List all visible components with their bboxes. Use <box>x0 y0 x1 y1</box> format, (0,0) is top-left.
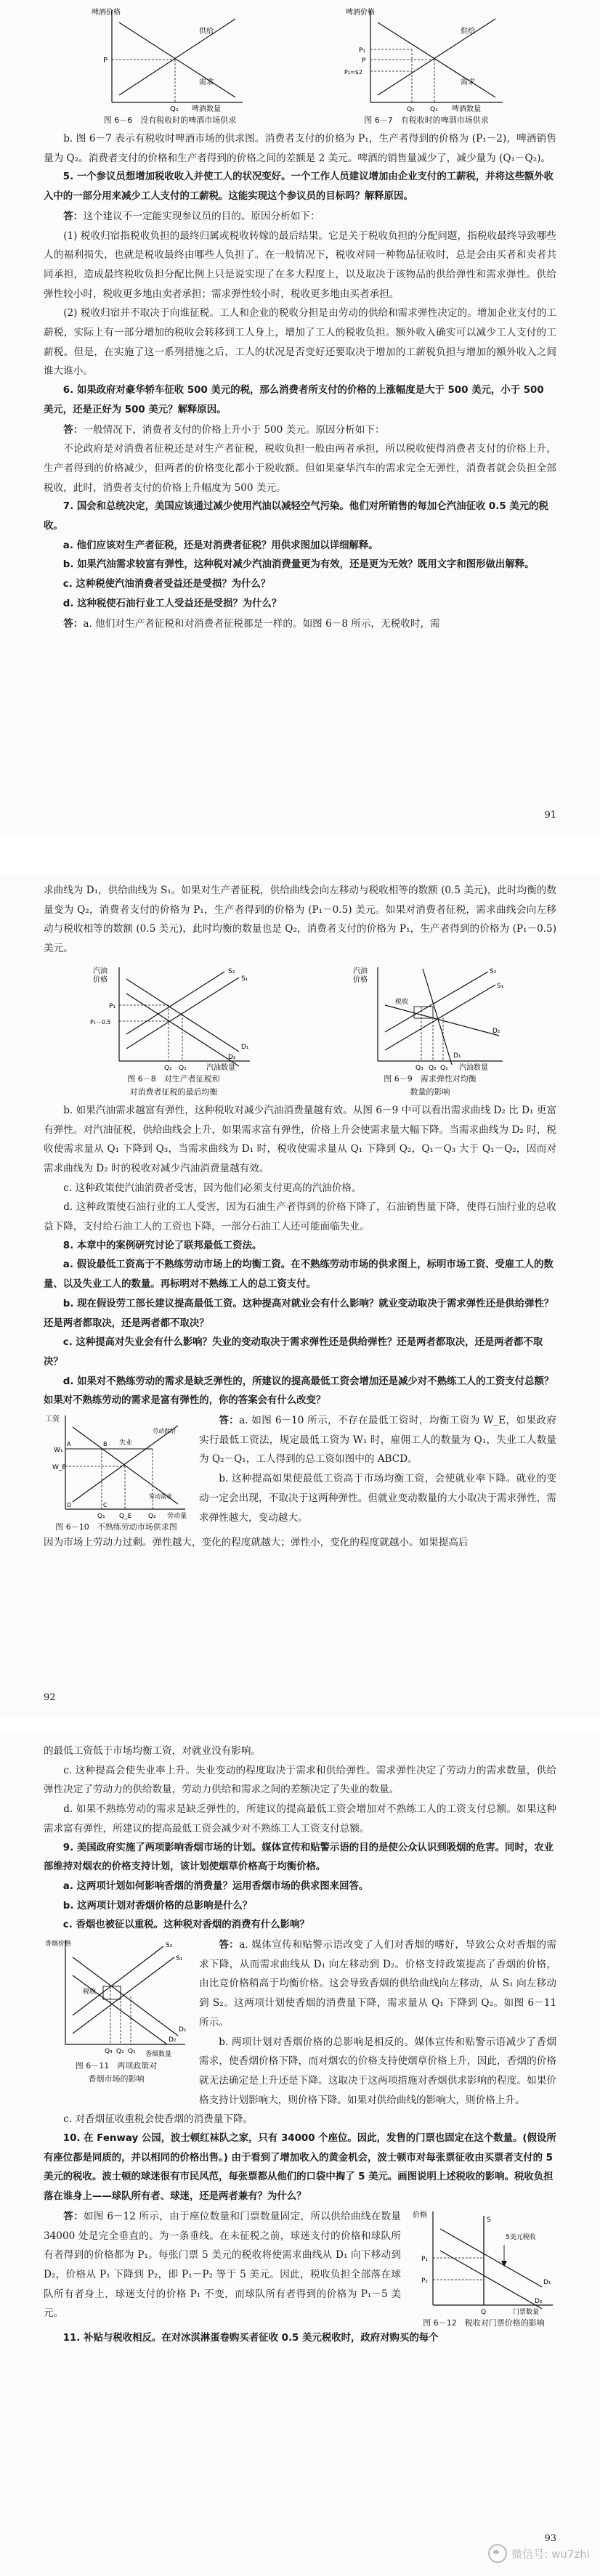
question-text <box>44 1295 556 1333</box>
figure-6-10-caption: 图 6－10 不熟练劳动市场供求图 <box>55 1522 177 1532</box>
answer-label: 答： <box>63 617 84 630</box>
p2-label: P₂ <box>421 2277 429 2285</box>
figure-6-11-chart <box>44 1935 189 2059</box>
demand-label: 需求 <box>199 78 214 86</box>
paragraph-body: 5. 一个参议员想增加税收收入并使工人的状况变好。一个工作人员建议增加由企业支付的工薪税，并将这些额外收入中的一部分用来减少工人支付的工薪税。这能实现这个参议员的目标吗？解释原因。 <box>44 171 554 203</box>
paragraph-body: a. 他们对生产者征税和对消费者征税都是一样的。如图 6－8 所示，无税收时，需 <box>83 617 440 630</box>
page-number: 92 <box>44 1692 56 1703</box>
answer-text <box>44 304 556 381</box>
demand-label: 劳动需求 <box>149 1493 172 1500</box>
point-c: C <box>103 1502 108 1509</box>
paragraph-body: d. 如果不熟练劳动的需求是缺乏弹性的，所建议的提高最低工资会增加对不熟练工人的工资支付总额。如果这种需求富有弹性，所建议的提高最低工资会减少对不熟练工人工资支付总额。 <box>44 1803 556 1835</box>
page-number: 93 <box>544 2533 556 2544</box>
paragraph-body: b. 这种提高如果使最低工资高于市场均衡工资，会使就业率下降。就业的变动一定会出现，不取决于这两种弹性。但就业变动数量的大小取决于需求弹性，需求弹性越大，变动越大。 <box>199 1473 556 1524</box>
tax-box <box>414 1007 433 1018</box>
page-91 <box>0 0 600 835</box>
page-92 <box>0 875 600 1718</box>
demand-d2 <box>126 994 239 1066</box>
y-axis-label-1: 汽油 <box>93 967 108 975</box>
paragraph-body: 11. 补贴与税收相反。在对冰淇淋蛋卷购买者征收 0.5 美元税收时，政府对购买的每个 <box>62 2332 439 2344</box>
paragraph-body: 不论政府是对消费者征税还是对生产者征税，税收负担一般由两者承担，所以税收使得消费者支付的价格上升，生产者得到的价格减少，但两者的价格变化都小于税收额。但如果豪华汽车的需求完全无弹性，消费者就会负担全部税收，此时，消费者支付的价格上升幅度为 500 美元。 <box>44 443 556 494</box>
answer-text <box>199 1935 556 2033</box>
paragraph-body: c. 香烟也被征以重税。这种税对香烟的消费有什么影响？ <box>62 1919 309 1931</box>
answer-text <box>199 2033 556 2110</box>
paragraph-body: 这个建议不一定能实现参议员的目的。原因分析如下： <box>83 210 320 222</box>
answer-text <box>44 2110 556 2129</box>
figure-6-10-chart <box>44 1411 189 1520</box>
paragraph-body: c. 这种提高对失业会有什么影响？失业的变动取决于需求弹性还是供给弹性？还是两者都取决，还是两者都不取决？ <box>44 1337 543 1368</box>
paragraph-body: c. 这种税使汽油消费者受益还是受损？为什么？ <box>62 579 271 590</box>
page-92-middle <box>44 1101 556 1411</box>
paragraph-body: 10. 在 Fenway 公园，波士顿红袜队之家，只有 34000 个座位。因此，发售的门票也固定在这个数量。(假设所有座位都是同质的，并以相同的价格出售。) 由于看到了增加收入的黄金机会，波士顿市对每张票征收由买票者支付的 5 美元的税收。波士顿的球迷很有市民风范，每张票都从他们的口袋中掏了 5 美元。画图说明上述税收的影响。税收负担落在谁身上——球队所有者、球迷，还是两者兼有？为什么？ <box>44 2133 556 2203</box>
eq-wage-label: W_E <box>52 1464 67 1472</box>
paragraph-body: 7. 国会和总统决定，美国应该通过减少使用汽油以减轻空气污染。他们对所销售的每加仑汽油征收 0.5 美元的税收。 <box>44 501 548 532</box>
question-text <box>44 1897 556 1917</box>
paragraph-body: b. 这两项计划对香烟价格的总影响是什么？ <box>62 1900 253 1911</box>
d2-label: D₂ <box>492 1027 500 1035</box>
answer-text <box>44 129 556 168</box>
paragraph-body: d. 这种政策使石油行业的工人受害，因为石油生产者得到的价格下降了，石油销售量下降，使得石油行业的总收益下降，支付给石油工人的工资也下降，一部分石油工人还可能面临失业。 <box>44 1201 556 1233</box>
y-axis-label: 啤酒价格 <box>92 9 121 17</box>
figure-6-11-text <box>199 1935 556 2110</box>
q2-label: Q₂ <box>164 1064 172 1072</box>
figure-row-6-8-6-9 <box>44 963 556 1098</box>
q2-label: Q₂ <box>429 1064 437 1072</box>
answer-label: 答： <box>63 423 84 436</box>
page-gap <box>0 1718 600 1734</box>
figure-6-12-block <box>44 2207 556 2329</box>
supply-s1 <box>385 985 495 1050</box>
paragraph-body: a. 如图 6－10 所示，不存在最低工资时，均衡工资为 W_E，如果政府实行最低工资法，规定最低工资为 W₁ 时，雇佣工人的数量为 Q₁，失业工人数量为 Q₂－Q₁，工人得到的总工资如图中的 ABCD。 <box>199 1415 556 1466</box>
answer-text <box>44 614 556 634</box>
min-wage-label: W₁ <box>54 1447 63 1455</box>
figure-6-11-caption-2: 香烟市场的影响 <box>88 2074 145 2084</box>
q1-label: Q₁ <box>97 1513 105 1521</box>
paragraph-body: b. 如果汽油需求较富有弹性，这种税对减少汽油消费量更为有效，还是更为无效？既用文字和图形做出解释。 <box>62 559 535 571</box>
answer-text <box>44 881 556 959</box>
question-text <box>44 595 556 614</box>
p-label: P <box>362 57 366 65</box>
supply-label: 供给 <box>199 28 214 36</box>
paragraph-body: 9. 美国政府实施了两项影响香烟市场的计划。媒体宣传和贴警示语的目的是使公众认识到吸烟的危害。同时，农业部维持对烟农的价格支持计划，该计划使烟草价格高于均衡价格。 <box>44 1842 554 1873</box>
figure-6-12-chart <box>411 2207 556 2316</box>
x-axis-label: 门票数量 <box>513 2308 540 2316</box>
s1-label: S₁ <box>497 982 504 990</box>
question-text <box>44 381 556 420</box>
answer-label: 答： <box>219 1939 240 1951</box>
paragraph-body: c. 对香烟征收重税会使香烟的消费量下降。 <box>63 2113 254 2126</box>
d2-label: D₂ <box>169 2036 177 2044</box>
paragraph-body: 6. 如果政府对豪华轿车征收 500 美元的税，那么消费者所支付的价格的上涨幅度是大于 500 美元，小于 500 美元，还是正好为 500 美元？解释原因。 <box>44 385 544 415</box>
supply-label: 供给 <box>461 28 475 36</box>
page-92-top <box>44 875 556 959</box>
question-text <box>44 2129 556 2207</box>
figure-6-6-chart <box>90 4 250 113</box>
figure-6-12-text <box>44 2207 401 2323</box>
figure-6-6 <box>90 4 250 126</box>
paragraph-body: a. 他们应该对生产者征税，还是对消费者征税？用供求图加以详细解释。 <box>62 540 378 551</box>
page-93-middle <box>44 2110 556 2207</box>
q1-label: Q₁ <box>179 1064 187 1072</box>
q2-label: Q₂ <box>407 106 415 113</box>
answer-text <box>44 1800 556 1838</box>
d1-label: D₁ <box>179 2026 187 2034</box>
paragraph-body: 因为市场上劳动力过剩。弹性越大，变化的程度就越大；弹性小，变化的程度就越小。如果提高后 <box>44 1537 469 1549</box>
figure-6-7-chart <box>343 4 510 113</box>
answer-label: 答： <box>63 2210 84 2222</box>
q3-label: Q₃ <box>415 1064 423 1072</box>
answer-text <box>44 2207 401 2323</box>
tax-label: 5美元税收 <box>506 2233 536 2241</box>
answer-text <box>44 1101 556 1179</box>
paragraph-body: b. 两项计划对香烟价格的总影响是相反的。媒体宣传和贴警示语减少了香烟需求，使香烟价格下降，而对烟农的价格支持使烟草价格上升，因此，香烟的价格就无法确定是上升还是下降。这取决于这两项措施对香烟供求影响的程度。如果价格支持计划影响大，则价格下降。如果对供给曲线的影响大，则价格上升。 <box>199 2036 556 2106</box>
paragraph-body: c. 这种提高会使失业率上升。失业变动的程度取决于需求和供给弹性。需求弹性决定了劳动力的需求数量，供给弹性决定了劳动力的供给数量，劳动力供给和需求之间的差额决定了失业的数量。 <box>44 1764 556 1796</box>
qe-label: Q_E <box>119 1513 132 1521</box>
question-text <box>44 497 556 536</box>
question-text <box>44 1373 556 1411</box>
figure-6-9 <box>350 963 510 1098</box>
question-text <box>44 575 556 595</box>
d1-label: D₁ <box>543 2278 551 2286</box>
paragraph-body: c. 这种政策使汽油消费者受害，因为他们必须支付更高的汽油价格。 <box>63 1182 362 1194</box>
figure-6-6-caption: 图 6－6 没有税收时的啤酒市场供求 <box>103 115 237 125</box>
x-axis-label: 汽油数量 <box>206 1063 235 1072</box>
question-text <box>44 1256 556 1294</box>
paragraph-body: d. 这种税使石油行业工人受益还是受损？为什么？ <box>62 598 282 609</box>
answer-text <box>44 1742 556 1761</box>
p2-label: P₂=$2 <box>344 69 362 76</box>
answer-label: 答： <box>219 1415 240 1427</box>
figure-6-10-block <box>44 1411 556 1533</box>
answer-label: 答： <box>63 210 84 222</box>
paragraph-body: (2) 税收归宿并不取决于向谁征税。工人和企业的税收分担是由劳动的供给和需求弹性决定的。增加企业支付的工薪税，实际上有一部分增加的税收会转移到工人身上，增加了工人的税收负担。额外收入确实可以减少工人支付的工薪税。但是，在实施了这一系列措施之后，工人的状况是否变好还要取决于增加的工薪税负担与增加的额外收入之间谁大谁小。 <box>44 307 556 378</box>
question-text <box>44 1333 556 1372</box>
figure-6-7 <box>343 4 510 126</box>
answer-text <box>44 420 556 440</box>
paragraph-body: 如图 6－12 所示，由于座位数量和门票数量固定，所以供给曲线在数量 34000 处是完全垂直的。为一条垂线。在未征税之前，球迷支付的价格和球队所有者得到的价格都为 P₁。每张门票 5 美元的税收将使需求曲线从 D₁ 向下移动到 D₂，价格从 P₁ 下降到 P₂，即 P₁－P₂ 等于 5 美元。因此，税收负担全部落在球队所有者身上，球迷支付的价格 P₁ 不变，而球队所有者得到的价格为 P₁－5 美元。 <box>44 2210 402 2320</box>
p1-label: P₁ <box>109 1002 116 1010</box>
answer-text <box>44 1198 556 1236</box>
paragraph-body: 的最低工资低于市场均衡工资，对就业没有影响。 <box>44 1745 262 1757</box>
s-label: S <box>487 2216 491 2224</box>
question-text <box>44 2329 556 2349</box>
figure-6-8-chart <box>90 963 257 1072</box>
figure-6-8-caption-2: 对消费者征税的最后均衡 <box>129 1086 218 1097</box>
s2-label: S₂ <box>228 967 235 975</box>
answer-text <box>44 439 556 497</box>
figure-6-10 <box>44 1411 189 1533</box>
answer-text <box>44 207 556 227</box>
price-label: P <box>103 57 108 65</box>
q-label: Q <box>481 2308 487 2316</box>
page-91-body <box>44 129 556 633</box>
figure-6-7-caption: 图 6－7 有税收时的啤酒市场供求 <box>364 115 489 125</box>
page-number: 91 <box>544 810 556 821</box>
s1-label: S₁ <box>176 1955 183 1963</box>
point-a: A <box>67 1441 71 1448</box>
paragraph-body: b. 现在假设劳工部长建议提高最低工资。这种提高对就业会有什么影响？就业变动取决于需求弹性还是供给弹性？还是两者都取决，还是两者都不取决？ <box>44 1298 554 1329</box>
question-text <box>44 1877 556 1897</box>
answer-text <box>199 1411 556 1469</box>
page-93 <box>0 1734 600 2576</box>
figure-row-6-6-6-7 <box>44 4 556 126</box>
paragraph-body: a. 媒体宣传和贴警示语改变了人们对香烟的嗜好，导致公众对香烟的需求下降，从而需求曲线从 D₁ 向左移动到 D₂。价格支持政策提高了香烟的价格，由比竞价格稍高于均衡价格。这会导致香烟的供给曲线向左移动，从 S₁ 向左移动到 S₂。这两项计划使香烟的消费量下降，需求量从 Q₁ 下降到 Q₂。如图 6－11 所示。 <box>199 1939 557 2028</box>
x-axis-label: 香烟数量 <box>145 2051 172 2059</box>
paragraph-body: 求曲线为 D₁，供给曲线为 S₁。如果对生产者征税，供给曲线会向左移动与税收相等的数额 (0.5 美元)，此时均衡的数量变为 Q₂，消费者支付的价格为 P₁，生产者得到的价格为 (P₁－0.5) 美元。如果对消费者征税，需求曲线会向左移动与税收相等的数额 (0.5 美元)，此时均衡的数量也是 Q₂，消费者支付的价格为 P₁，生产者得到的价格为 (P₁－0.5) 美元。 <box>44 885 556 955</box>
supply-curve <box>119 19 235 95</box>
y-axis-label: 香烟价格 <box>45 1941 72 1949</box>
p1-label: P₁ <box>359 47 366 54</box>
paragraph-body: d. 如果对不熟练劳动的需求是缺乏弹性的，所建议的提高最低工资会增加还是减少对不熟练工人的工资支付总额？如果对不熟练劳动的需求是富有弹性的，你的答案会有什么改变？ <box>44 1376 554 1407</box>
demand-d2 <box>73 1975 167 2044</box>
q3-label: Q₃ <box>105 2048 113 2056</box>
demand-curve <box>119 23 235 97</box>
figure-6-9-caption-2: 数量的影响 <box>410 1086 450 1097</box>
q1-label: Q₁ <box>440 1064 448 1072</box>
s2-label: S₂ <box>166 1942 173 1950</box>
point-b: B <box>103 1441 108 1448</box>
figure-6-8 <box>90 963 257 1098</box>
y-axis-label: 啤酒价格 <box>346 9 375 17</box>
paragraph-body: a. 假设最低工资高于不熟练劳动市场上的均衡工资。在不熟练劳动市场的供求图上，标明市场工资、受雇工人的数量、以及失业工人的数量。再标明对不熟练工人的总工资支付。 <box>44 1259 554 1291</box>
question-text <box>44 168 556 206</box>
figure-6-10-text <box>199 1411 556 1527</box>
demand-label: 需求 <box>461 78 475 86</box>
paragraph-body: (1) 税收归宿指税收负担的最终归属或税收转嫁的最后结果。它是关于税收负担的分配问题，指税收最终导致哪些人的福利损失，也就是税收最终由哪些人负担了。在一般情况下，税收对同一种物品征收时，总是会由买者和卖者共同承担，造成最终税收负担分配比例上只是说实现了在多大程度上，以及取决于该物品的供给弹性和需求弹性。供给弹性较小时，税收更多地由卖者承担；需求弹性较小时，税收更多地由买者承担。 <box>44 229 556 300</box>
page-92-bottom <box>44 1533 556 1553</box>
answer-text <box>44 1533 556 1553</box>
figure-6-12 <box>411 2207 556 2329</box>
supply-curve <box>378 19 495 95</box>
supply-label: 劳动供给 <box>153 1428 176 1435</box>
paragraph-body: b. 如果汽油需求越富有弹性，这种税收对减少汽油消费量越有效。从图 6－9 中可以看出需求曲线 D₂ 比 D₁ 更富有弹性。对汽油征税，供给曲线会上升，如果需求富有弹性，价格上升会使需求量大幅下降。当需求曲线为 D₂ 时，税收使需求量从 Q₁ 下降到 Q₃，当需求曲线为 D₁ 时，税收使需求量从 Q₁ 下降到 Q₂，Q₁－Q₃ 大于 Q₁－Q₂，因而对需求曲线为 D₂ 时的税收对减少汽油消费量越有效。 <box>44 1104 556 1174</box>
figure-6-11-block <box>44 1935 556 2110</box>
figure-6-11-caption-1: 图 6－11 两项政策对 <box>75 2061 158 2071</box>
d2-label: D₂ <box>535 2297 543 2305</box>
point-d: D <box>67 1502 72 1509</box>
q1-label: Q₁ <box>128 2048 136 2056</box>
figure-6-9-caption-1: 图 6－9 需求弹性对均衡 <box>384 1073 477 1084</box>
demand-d1 <box>73 1957 178 2036</box>
p2-label: P₁－0.5 <box>90 1018 111 1025</box>
x-axis-label: 汽油数量 <box>459 1063 488 1072</box>
p1-label: P₁ <box>421 2255 429 2263</box>
question-text <box>44 556 556 575</box>
answer-text <box>44 1761 556 1800</box>
page-gap <box>0 835 600 875</box>
y-axis-label-1: 汽油 <box>353 967 368 975</box>
y-axis-label-2: 价格 <box>93 975 108 984</box>
wechat-watermark <box>488 2544 590 2563</box>
demand-curve <box>378 23 495 97</box>
unemployment-label: 失业 <box>119 1439 133 1447</box>
question-text <box>44 1237 556 1256</box>
answer-text <box>44 227 556 304</box>
wechat-icon <box>488 2544 507 2563</box>
figure-6-11 <box>44 1935 189 2085</box>
paragraph-body: a. 这两项计划如何影响香烟的消费量？运用香烟市场的供求图来回答。 <box>62 1880 369 1892</box>
supply-s2 <box>73 1946 163 2015</box>
labor-supply-curve <box>73 1426 178 1502</box>
figure-6-8-caption-1: 图 6－8 对生产者征税和 <box>127 1073 220 1084</box>
demand-d1 <box>126 979 239 1052</box>
y-axis-label: 工资 <box>45 1415 60 1424</box>
paragraph-body: b. 图 6－7 表示有税收时啤酒市场的供求图。消费者支付的价格为 P₁，生产者得到的价格为 (P₁－2)，啤酒销售量为 Q₂。消费者支付的价格和生产者得到的价格之间的差额是 2 美元。啤酒的销售量减少了，减少量为 (Q₁－Q₂)。 <box>44 133 556 164</box>
q2-label: Q₂ <box>148 1513 156 1521</box>
s1-label: S₁ <box>241 975 248 983</box>
question-text <box>44 1916 556 1935</box>
figure-6-9-chart <box>350 963 510 1072</box>
answer-text <box>199 1469 556 1527</box>
supply-s1 <box>126 978 239 1049</box>
x-axis-label: 啤酒数量 <box>192 105 221 113</box>
question-text <box>44 1839 556 1877</box>
tax-label: 税收 <box>395 998 409 1006</box>
y-axis-label-2: 价格 <box>353 975 368 984</box>
tax-label: 税收 <box>83 1988 97 1996</box>
answer-text <box>44 1179 556 1198</box>
watermark-text: 微信号: wu7zhi <box>511 2547 590 2561</box>
d1-label: D₁ <box>241 1043 249 1051</box>
question-text <box>44 537 556 556</box>
paragraph-body: 8. 本章中的案例研究讨论了联邦最低工资法。 <box>62 1240 262 1251</box>
y-axis-label: 价格 <box>413 2211 427 2219</box>
s2-label: S₂ <box>490 967 497 975</box>
d2-label: D₂ <box>228 1053 236 1061</box>
tax-box <box>103 1986 121 1999</box>
page-93-top <box>44 1734 556 1935</box>
x-axis-label: 啤酒数量 <box>452 105 481 113</box>
page-93-bottom <box>44 2329 556 2349</box>
paragraph-body: 一般情况下，消费者支付的价格上升小于 500 美元。原因分析如下： <box>83 423 385 436</box>
d1-label: D₁ <box>453 1052 461 1060</box>
q2-label: Q₂ <box>116 2048 124 2056</box>
quantity-label: Q₁ <box>170 105 179 113</box>
x-axis-label: 劳动量 <box>167 1513 187 1521</box>
figure-6-12-caption: 图 6－12 税收对门票价格的影响 <box>423 2317 545 2328</box>
q1-label: Q₁ <box>430 106 438 113</box>
